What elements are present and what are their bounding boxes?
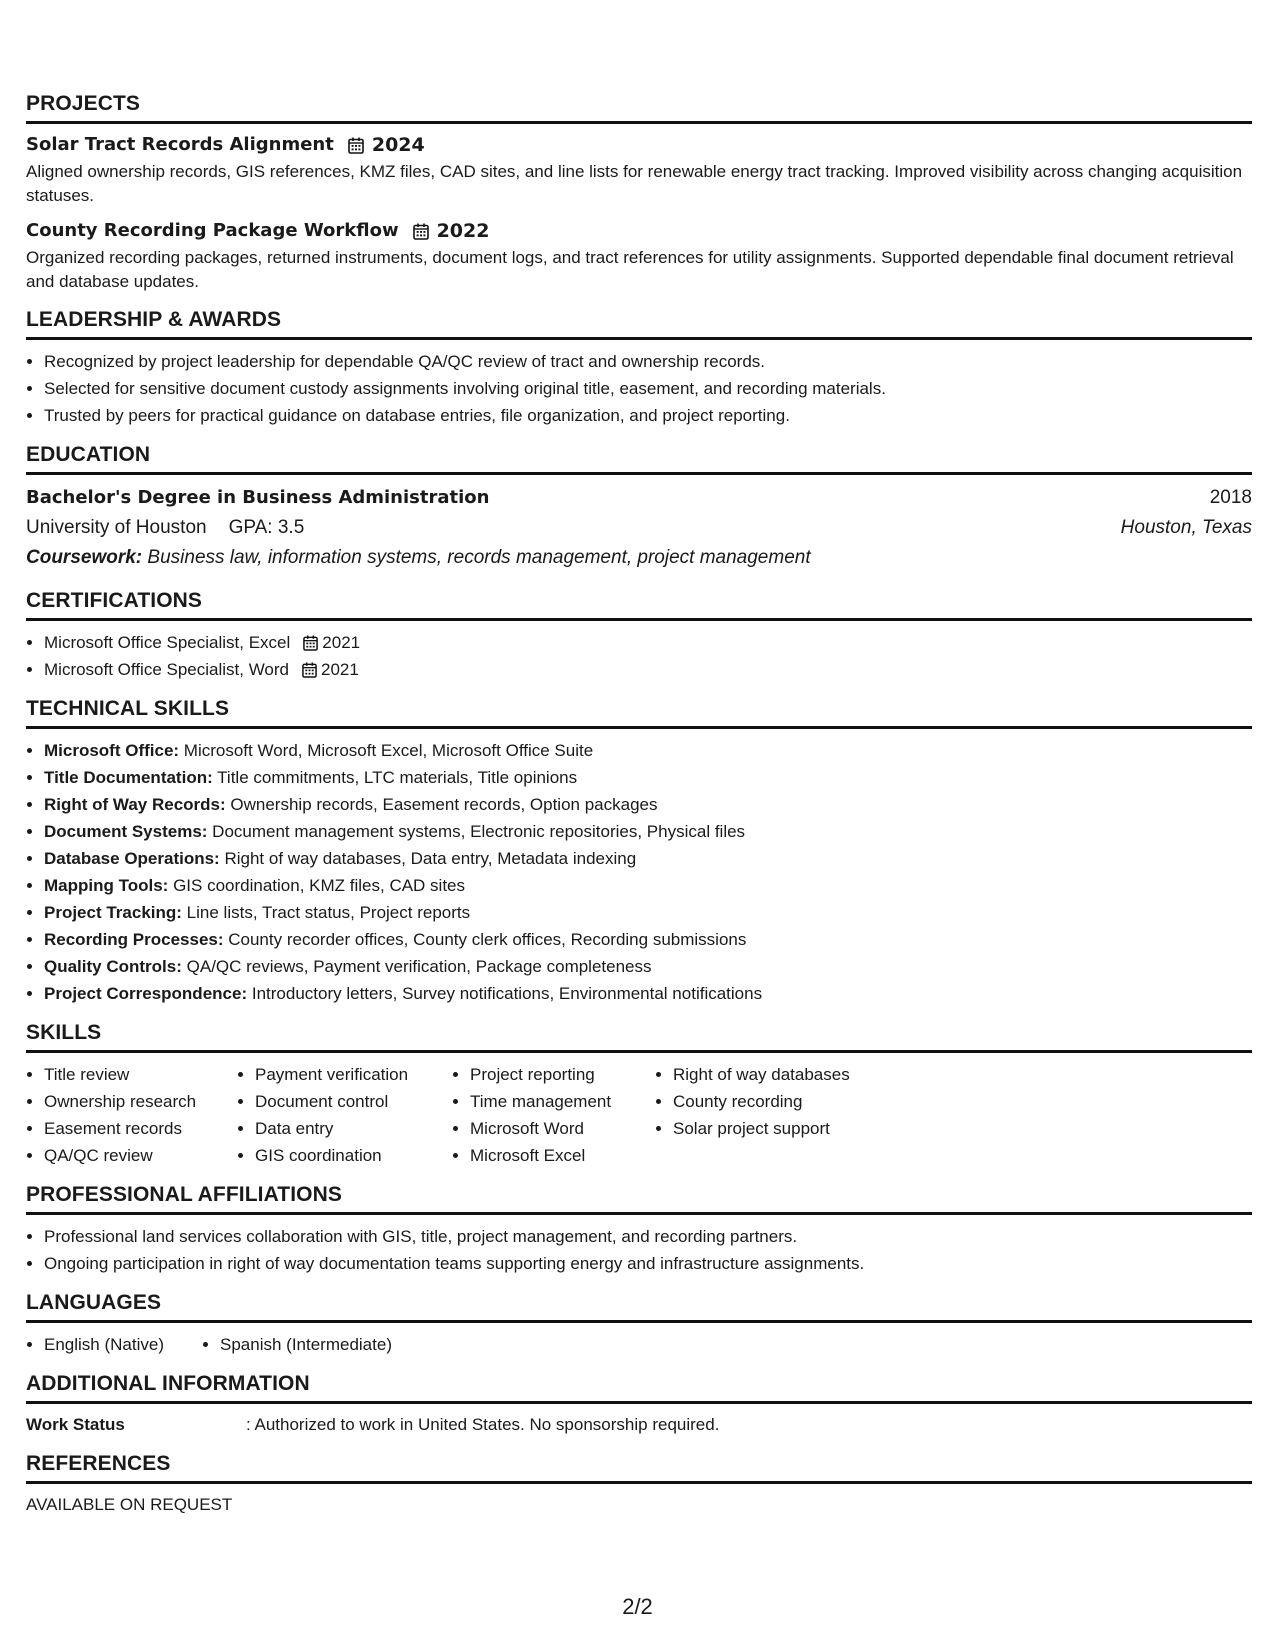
degree-name: Bachelor's Degree in Business Administration — [26, 487, 490, 508]
skill-item: • Title review — [44, 1061, 237, 1088]
section-title: EDUCATION — [26, 443, 1252, 475]
language-item: • English (Native) — [44, 1331, 202, 1358]
technical-skill-item — [44, 953, 1252, 980]
language-column — [202, 1331, 392, 1358]
skills-column — [452, 1061, 655, 1169]
technical-skill-item — [44, 845, 1252, 872]
coursework-label: Coursework: — [26, 547, 143, 568]
project-date — [413, 218, 490, 244]
additional-info-section — [26, 1372, 1252, 1438]
technical-skills-section — [26, 697, 1252, 1007]
certification-item — [44, 656, 1252, 683]
leadership-section — [26, 308, 1252, 429]
list-item: • Trusted by peers for practical guidance on database entries, file organization, and project reporting. — [44, 402, 1252, 429]
references-section — [26, 1452, 1252, 1518]
education-degree-row — [26, 483, 1252, 513]
project-name: Solar Tract Records Alignment — [26, 134, 334, 155]
section-title: REFERENCES — [26, 1452, 1252, 1484]
section-title: CERTIFICATIONS — [26, 589, 1252, 621]
language-column — [26, 1331, 202, 1358]
affiliations-list — [26, 1223, 1252, 1277]
gpa: GPA: 3.5 — [228, 517, 305, 538]
skill-item: • Microsoft Word — [470, 1115, 655, 1142]
skill-item: • Data entry — [255, 1115, 452, 1142]
section-title: LANGUAGES — [26, 1291, 1252, 1323]
technical-skill-item — [44, 818, 1252, 845]
references-text: AVAILABLE ON REQUEST — [26, 1495, 233, 1514]
languages-section — [26, 1291, 1252, 1358]
technical-skill-item — [44, 764, 1252, 791]
skill-category: Project Correspondence: — [44, 984, 248, 1003]
technical-skill-item — [44, 737, 1252, 764]
school-name: University of Houston — [26, 517, 207, 538]
project-year: 2024 — [371, 134, 425, 156]
coursework-list: Business law, information systems, records management, project management — [147, 547, 811, 568]
education-school-row — [26, 513, 1252, 543]
list-item: • Professional land services collaboration with GIS, title, project management, and recording partners. — [44, 1223, 1252, 1250]
skill-item: • Ownership research — [44, 1088, 237, 1115]
skill-values: Ownership records, Easement records, Option packages — [230, 795, 658, 814]
skills-grid — [26, 1061, 1252, 1169]
technical-skill-item — [44, 899, 1252, 926]
section-title: SKILLS — [26, 1021, 1252, 1053]
affiliations-section — [26, 1183, 1252, 1277]
project-entry — [26, 132, 1252, 208]
skill-values: Title commitments, LTC materials, Title opinions — [217, 768, 578, 787]
certification-name: • Microsoft Office Specialist, Word — [44, 660, 290, 679]
skills-column — [237, 1061, 452, 1169]
section-title: PROJECTS — [26, 92, 1252, 124]
project-entry — [26, 218, 1252, 294]
list-item: • Selected for sensitive document custody assignments involving original title, easement, and recording materials. — [44, 375, 1252, 402]
technical-skill-item — [44, 872, 1252, 899]
project-date — [348, 132, 425, 158]
skill-item: • Right of way databases — [673, 1061, 913, 1088]
certifications-section — [26, 589, 1252, 683]
skill-item: • Document control — [255, 1088, 452, 1115]
section-title: LEADERSHIP & AWARDS — [26, 308, 1252, 340]
calendar-icon — [413, 223, 429, 240]
certifications-list — [26, 629, 1252, 683]
skill-category: Project Tracking: — [44, 903, 182, 922]
skills-column — [26, 1061, 237, 1169]
skill-category: Document Systems: — [44, 822, 208, 841]
skill-item: • Easement records — [44, 1115, 237, 1142]
project-header — [26, 218, 1252, 244]
certification-item — [44, 629, 1252, 656]
calendar-icon — [348, 137, 364, 154]
skill-item: • Time management — [470, 1088, 655, 1115]
skill-item: • QA/QC review — [44, 1142, 237, 1169]
skill-item: • County recording — [673, 1088, 913, 1115]
skill-category: Quality Controls: — [44, 957, 182, 976]
school-info — [26, 513, 304, 543]
skill-values: Document management systems, Electronic repositories, Physical files — [212, 822, 746, 841]
skill-item: • Solar project support — [673, 1115, 913, 1142]
technical-skill-item — [44, 980, 1252, 1007]
list-item: • Ongoing participation in right of way documentation teams supporting energy and infrastructure assignments. — [44, 1250, 1252, 1277]
technical-skills-list — [26, 737, 1252, 1007]
technical-skill-item — [44, 791, 1252, 818]
list-item: • Recognized by project leadership for dependable QA/QC review of tract and ownership records. — [44, 348, 1252, 375]
project-description: Aligned ownership records, GIS references, KMZ files, CAD sites, and line lists for renewable energy tract tracking. Improved visibility across changing acquisition statuses. — [26, 162, 1243, 205]
skill-category: Database Operations: — [44, 849, 220, 868]
graduation-year: 2018 — [1209, 487, 1252, 508]
certification-year: 2021 — [321, 660, 359, 679]
skill-values: Microsoft Word, Microsoft Excel, Microsoft Office Suite — [183, 741, 594, 760]
work-status-label: Work Status — [26, 1415, 125, 1434]
skill-values: Right of way databases, Data entry, Metadata indexing — [224, 849, 637, 868]
skill-item: • Payment verification — [255, 1061, 452, 1088]
work-status-value: : Authorized to work in United States. No sponsorship required. — [246, 1415, 720, 1434]
page-number: 2/2 — [622, 1594, 653, 1619]
certification-name: • Microsoft Office Specialist, Excel — [44, 633, 291, 652]
education-section — [26, 443, 1252, 573]
languages-row — [26, 1331, 1252, 1358]
skill-category: Microsoft Office: — [44, 741, 180, 760]
section-title: ADDITIONAL INFORMATION — [26, 1372, 1252, 1404]
school-location: Houston, Texas — [1120, 517, 1252, 538]
project-header — [26, 132, 1252, 158]
skill-values: GIS coordination, KMZ files, CAD sites — [173, 876, 466, 895]
skills-column — [655, 1061, 913, 1169]
project-name: County Recording Package Workflow — [26, 220, 399, 241]
skill-item: • GIS coordination — [255, 1142, 452, 1169]
skill-item: • Microsoft Excel — [470, 1142, 655, 1169]
skill-values: County recorder offices, County clerk offices, Recording submissions — [228, 930, 747, 949]
skill-values: Introductory letters, Survey notifications, Environmental notifications — [251, 984, 763, 1003]
project-description: Organized recording packages, returned instruments, document logs, and tract references for utility assignments. Supported dependable final document retrieval and database updates. — [26, 248, 1234, 291]
skill-category: Mapping Tools: — [44, 876, 169, 895]
project-year: 2022 — [436, 220, 490, 242]
skill-category: Right of Way Records: — [44, 795, 226, 814]
language-item: • Spanish (Intermediate) — [220, 1331, 392, 1358]
calendar-icon — [302, 662, 317, 678]
calendar-icon — [303, 635, 318, 651]
skill-category: Recording Processes: — [44, 930, 224, 949]
technical-skill-item — [44, 926, 1252, 953]
coursework — [26, 543, 1252, 573]
projects-section — [26, 92, 1252, 294]
leadership-list — [26, 348, 1252, 429]
skill-category: Title Documentation: — [44, 768, 213, 787]
skill-values: QA/QC reviews, Payment verification, Package completeness — [186, 957, 652, 976]
skill-values: Line lists, Tract status, Project reports — [186, 903, 471, 922]
work-status-row — [26, 1412, 1252, 1438]
section-title: PROFESSIONAL AFFILIATIONS — [26, 1183, 1252, 1215]
section-title: TECHNICAL SKILLS — [26, 697, 1252, 729]
skill-item: • Project reporting — [470, 1061, 655, 1088]
skills-section — [26, 1021, 1252, 1169]
certification-year: 2021 — [322, 633, 361, 652]
resume-page — [26, 92, 1252, 1532]
